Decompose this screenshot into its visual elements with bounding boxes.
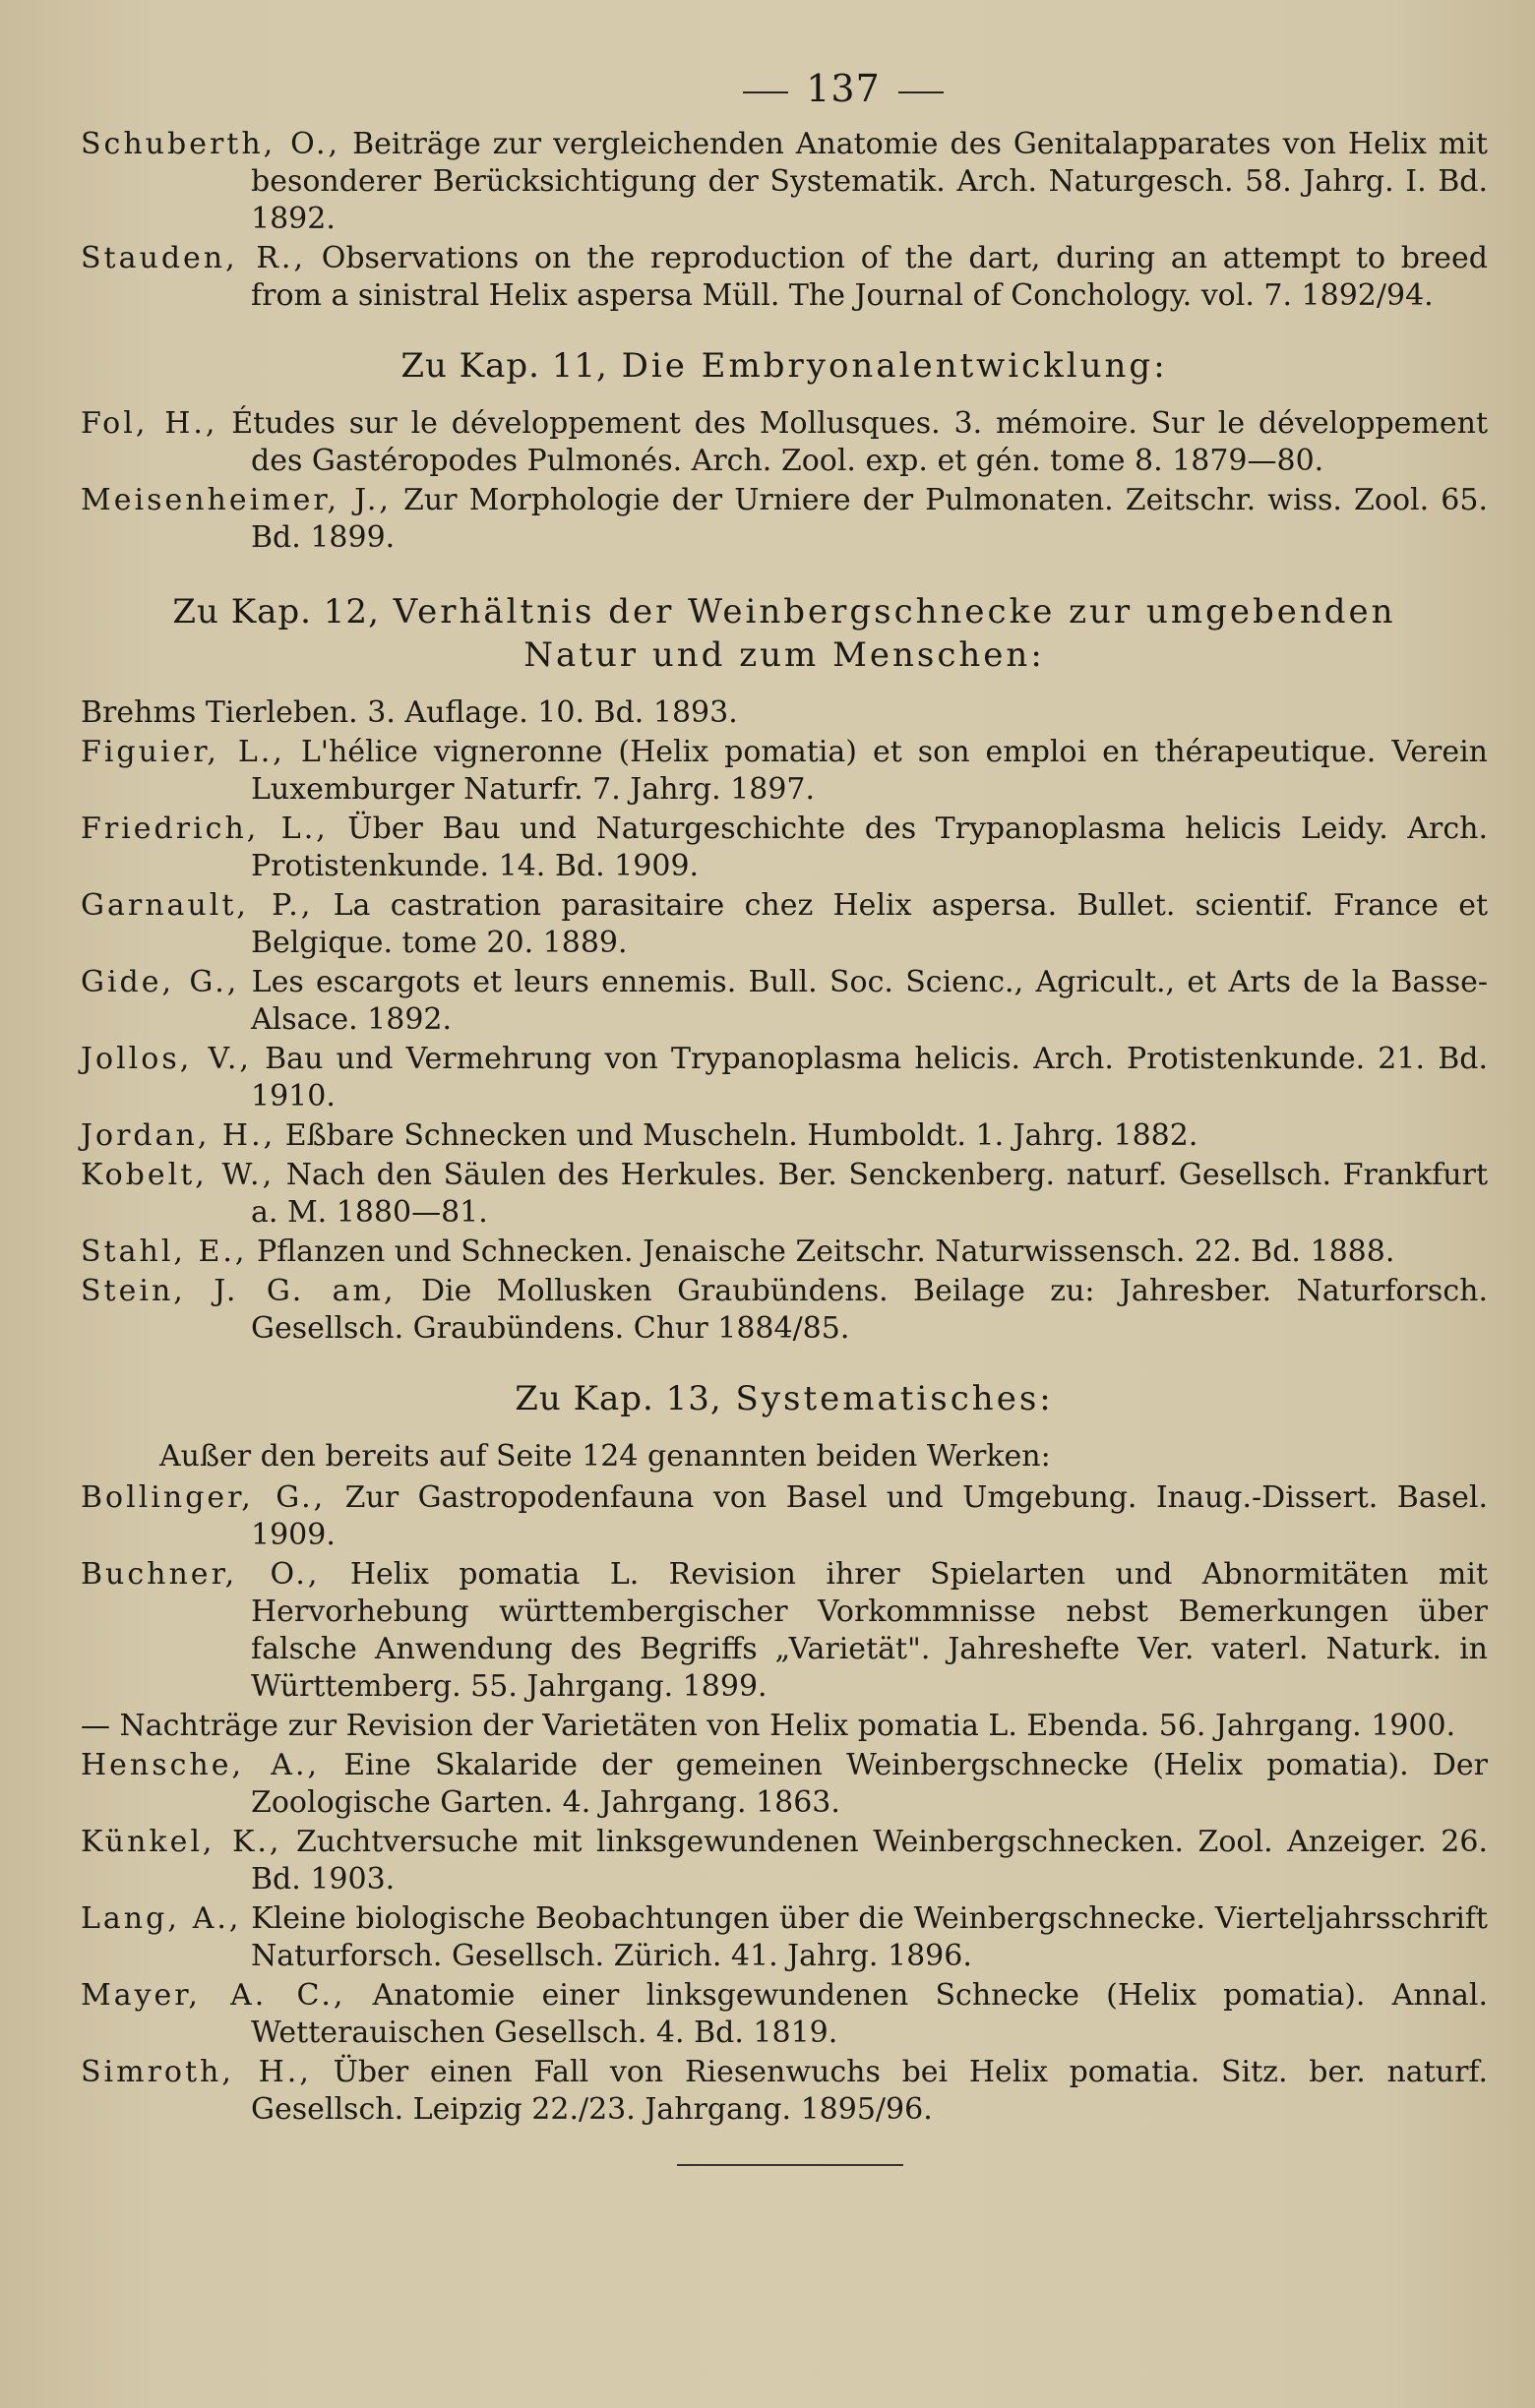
entry-text: Études sur le développement des Mollusques. 3. mémoire. Sur le développement des Gastéropodes Pulmonés. Arch. Zool. exp. et gén. tome 8. 1879—80. <box>217 406 1489 478</box>
entry-text: La castration parasitaire chez Helix aspersa. Bullet. scientif. France et Belgique. tome 20. 1889. <box>251 888 1489 960</box>
entry-author: Friedrich, L., <box>81 812 329 846</box>
entry-author: Figuier, L., <box>81 735 285 769</box>
section-heading-kap-12 <box>81 590 1488 677</box>
entry-text: Über einen Fall von Riesenwuchs bei Helix pomatia. Sitz. ber. naturf. Gesellsch. Leipzig 22./23. Jahrgang. 1895/96. <box>251 2055 1488 2127</box>
entry-author: Bollinger, G., <box>81 1480 327 1515</box>
entry-author: Hensche, A., <box>81 1748 321 1782</box>
section-prefix: Zu Kap. 12, <box>172 592 380 632</box>
entry-text: Zur Morphologie der Urniere der Pulmonaten. Zeitschr. wiss. Zool. 65. Bd. 1899. <box>251 483 1488 555</box>
bib-entry <box>81 405 1488 480</box>
bib-entry <box>81 1977 1488 2052</box>
section-heading-kap-13 <box>81 1377 1488 1420</box>
entry-author: Stauden, R., <box>81 241 307 275</box>
bib-entry <box>81 1556 1488 1706</box>
bib-entry <box>81 887 1488 962</box>
bib-entry <box>81 2054 1488 2129</box>
bib-entry <box>81 811 1488 885</box>
bib-entry <box>81 1157 1488 1232</box>
section-title: Verhältnis der Weinbergschnecke zur umgebenden <box>379 592 1396 632</box>
bib-entry <box>81 1747 1488 1822</box>
section-intro: Außer den bereits auf Seite 124 genannten beiden Werken: <box>159 1439 1051 1474</box>
entry-author: Stahl, E., <box>81 1234 248 1269</box>
entry-author: Kobelt, W., <box>81 1158 276 1192</box>
bib-entry <box>81 1708 1488 1745</box>
entry-text: Anatomie einer linksgewundenen Schnecke (Helix pomatia). Annal. Wetterauischen Gesellsch. 4. Bd. 1819. <box>251 1978 1488 2050</box>
entry-text: Die Mollusken Graubündens. Beilage zu: Jahresber. Naturforsch. Gesellsch. Graubündens. Chur 1884/85. <box>251 1274 1488 1346</box>
section-prefix: Zu Kap. 13, <box>515 1379 722 1418</box>
entry-text: Über Bau und Naturgeschichte des Trypanoplasma helicis Leidy. Arch. Protistenkunde. 14. Bd. 1909. <box>251 812 1488 883</box>
bib-entry <box>81 1041 1488 1115</box>
entry-text: Kleine biologische Beobachtungen über die Weinbergschnecke. Vierteljahrsschrift Naturforsch. Gesellsch. Zürich. 41. Jahrg. 1896. <box>241 1901 1488 1973</box>
entry-author: Garnault, P., <box>81 888 314 923</box>
section-title: Systematisches: <box>721 1379 1054 1418</box>
bib-entry <box>81 1479 1488 1554</box>
bib-entry <box>81 1900 1488 1975</box>
section-title-line2: Natur und zum Menschen: <box>523 635 1045 675</box>
end-rule <box>677 2164 903 2166</box>
entry-author: Jollos, V., <box>81 1042 252 1076</box>
bib-entry <box>81 482 1488 557</box>
entry-text: Observations on the reproduction of the dart, during an attempt to breed from a sinistral Helix aspersa Müll. The Journal of Conchology. vol. 7. 1892/94. <box>251 241 1489 313</box>
header-dash-left <box>743 91 788 93</box>
entry-author: Lang, A., <box>81 1901 242 1936</box>
bib-entry <box>81 1824 1488 1898</box>
entry-text: Les escargots et leurs ennemis. Bull. Soc. Scienc., Agricult., et Arts de la Basse-Alsace. 1892. <box>239 965 1488 1037</box>
section-prefix: Zu Kap. 11, <box>400 346 608 386</box>
entry-author: Buchner, O., <box>81 1557 321 1592</box>
header-dash-right <box>898 91 944 93</box>
page-number: 137 <box>806 67 881 110</box>
bib-entry <box>81 734 1488 809</box>
entry-text: Zur Gastropodenfauna von Basel und Umgebung. Inaug.-Dissert. Basel. 1909. <box>251 1480 1488 1552</box>
entry-author: Meisenheimer, J., <box>81 483 392 517</box>
entry-text: Brehms Tierleben. 3. Auflage. 10. Bd. 1893. <box>81 695 738 730</box>
entry-author: Simroth, H., <box>81 2055 312 2089</box>
bib-entry <box>81 964 1488 1039</box>
entry-author: Mayer, A. C., <box>81 1978 346 2013</box>
entry-text: Pflanzen und Schnecken. Jenaische Zeitschr. Naturwissensch. 22. Bd. 1888. <box>247 1234 1395 1269</box>
bib-entry <box>81 126 1488 238</box>
entry-author: Künkel, K., <box>81 1825 282 1859</box>
bib-entry <box>81 1234 1488 1271</box>
entry-text: Nach den Säulen des Herkules. Ber. Senckenberg. naturf. Gesellsch. Frankfurt a. M. 1880—81. <box>251 1158 1488 1230</box>
entry-author: Jordan, H., <box>81 1118 276 1153</box>
page-header <box>199 51 1488 126</box>
entry-text: Helix pomatia L. Revision ihrer Spielarten und Abnormitäten mit Hervorhebung württembergischer Vorkommnisse nebst Bemerkungen über falsche Anwendung des Begriffs „Varietät". Jahreshefte Ver. vaterl. Naturk. in Württemberg. 55. Jahrgang. 1899. <box>251 1557 1489 1704</box>
entry-text: — Nachträge zur Revision der Varietäten von Helix pomatia L. Ebenda. 56. Jahrgang. 1900. <box>81 1709 1456 1743</box>
section-title: Die Embryonalentwicklung: <box>607 346 1168 386</box>
entry-author: Schuberth, O., <box>81 127 341 161</box>
bib-entry <box>81 240 1488 315</box>
entry-text: Eßbare Schnecken und Muscheln. Humboldt. 1. Jahrg. 1882. <box>276 1118 1198 1153</box>
entry-text: L'hélice vigneronne (Helix pomatia) et son emploi en thérapeutique. Verein Luxemburger Naturfr. 7. Jahrg. 1897. <box>251 735 1488 807</box>
bib-entry <box>81 694 1488 732</box>
entry-text: Beiträge zur vergleichenden Anatomie des Genitalapparates von Helix mit besonderer Berücksichtigung der Systematik. Arch. Naturgesch. 58. Jahrg. I. Bd. 1892. <box>251 127 1488 236</box>
entry-author: Gide, G., <box>81 965 240 999</box>
section-heading-kap-11 <box>81 344 1488 388</box>
entry-author: Fol, H., <box>81 406 218 441</box>
entry-text: Bau und Vermehrung von Trypanoplasma helicis. Arch. Protistenkunde. 21. Bd. 1910. <box>251 1042 1488 1114</box>
bib-entry <box>81 1273 1488 1348</box>
entry-text: Eine Skalaride der gemeinen Weinbergschnecke (Helix pomatia). Der Zoologische Garten. 4. Jahrgang. 1863. <box>251 1748 1488 1820</box>
entry-author: Stein, J. G. am, <box>81 1274 397 1308</box>
bib-entry <box>81 1117 1488 1155</box>
entry-text: Zuchtversuche mit linksgewundenen Weinbergschnecken. Zool. Anzeiger. 26. Bd. 1903. <box>251 1825 1488 1896</box>
